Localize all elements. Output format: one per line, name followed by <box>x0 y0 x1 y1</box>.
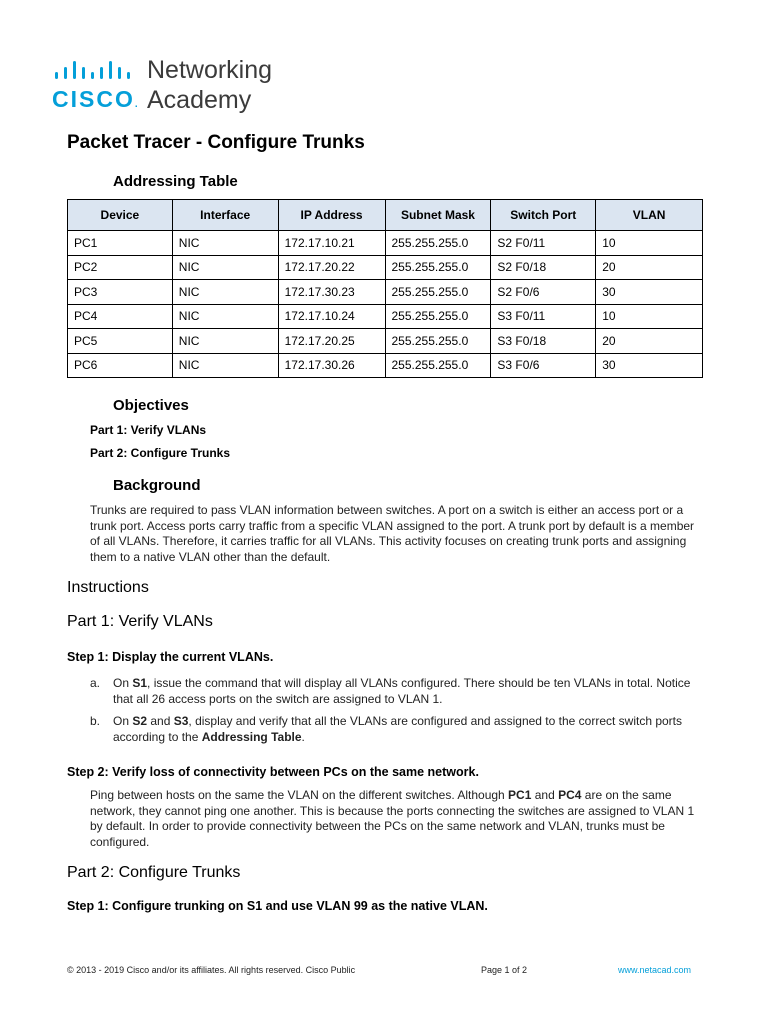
table-cell: 172.17.10.21 <box>278 231 385 256</box>
table-row <box>68 353 703 378</box>
part1-step1-heading: Step 1: Display the current VLANs. <box>67 650 274 664</box>
table-cell: 172.17.30.26 <box>278 353 385 378</box>
table-cell: 30 <box>596 280 703 305</box>
table-row <box>68 280 703 305</box>
table-cell: PC5 <box>68 329 173 354</box>
logo-networking-text: Networking <box>147 56 273 84</box>
table-row <box>68 329 703 354</box>
background-paragraph: Trunks are required to pass VLAN information between switches. A port on a switch is either an access port or a trunk port. Access ports carry traffic from a specific VLAN assigned to the port. A trunk port by default is a member of all VLANs. Therefore, it carries traffic for all VLANs. This activity focuses on creating trunk ports and assigning them to a native VLAN other than the default. <box>90 503 695 564</box>
table-cell: NIC <box>172 231 278 256</box>
footer-copyright: © 2013 - 2019 Cisco and/or its affiliates. All rights reserved. Cisco Public <box>67 965 356 975</box>
column-header: VLAN <box>596 200 703 231</box>
table-cell: S3 F0/18 <box>491 329 596 354</box>
objectives-heading: Objectives <box>113 397 189 414</box>
table-cell: 255.255.255.0 <box>385 353 491 378</box>
table-cell: NIC <box>172 353 278 378</box>
logo-academy-text: Academy <box>147 86 252 114</box>
column-header: Switch Port <box>491 200 596 231</box>
table-cell: 255.255.255.0 <box>385 231 491 256</box>
table-cell: S3 F0/6 <box>491 353 596 378</box>
step2-paragraph: Ping between hosts on the same the VLAN on the different switches. Although PC1 and PC4 are on the same network, they cannot ping one another. This is because the ports connecting the switches are assigned to VLAN 1 by default. In order to provide connectivity between the PCs on the same network and VLAN, trunks must be configured. <box>90 788 695 849</box>
list-item-text: On S2 and S3, display and verify that all the VLANs are configured and assigned to the correct switch ports according to the Addressing Table. <box>113 714 683 744</box>
instructions-heading: Instructions <box>67 579 149 596</box>
column-header: Device <box>68 200 173 231</box>
table-cell: 172.17.20.25 <box>278 329 385 354</box>
footer-page-number: Page 1 of 2 <box>481 965 528 975</box>
table-cell: S2 F0/6 <box>491 280 596 305</box>
cisco-bridge-logo-icon <box>54 60 142 84</box>
list-item <box>90 676 704 707</box>
table-cell: PC2 <box>68 255 173 280</box>
table-cell: PC3 <box>68 280 173 305</box>
table-cell: S3 F0/11 <box>491 304 596 329</box>
list-item-text: On S1, issue the command that will display all VLANs configured. There should be ten VLANs in total. Notice that all 26 access ports on the switch are assigned to VLAN 1. <box>113 676 691 706</box>
addressing-table <box>67 199 703 378</box>
table-cell: PC1 <box>68 231 173 256</box>
table-cell: PC4 <box>68 304 173 329</box>
table-cell: 172.17.30.23 <box>278 280 385 305</box>
table-cell: 10 <box>596 304 703 329</box>
cisco-networking-academy-logo <box>52 58 312 118</box>
part2-heading: Part 2: Configure Trunks <box>67 864 241 881</box>
table-cell: 255.255.255.0 <box>385 304 491 329</box>
objective-item: Part 2: Configure Trunks <box>90 446 231 460</box>
table-cell: 172.17.20.22 <box>278 255 385 280</box>
footer-website-link[interactable]: www.netacad.com <box>618 965 692 975</box>
part1-heading: Part 1: Verify VLANs <box>67 613 213 630</box>
cisco-wordmark: CISCO. <box>52 86 138 112</box>
part2-step1-heading: Step 1: Configure trunking on S1 and use VLAN 99 as the native VLAN. <box>67 899 488 913</box>
table-cell: 20 <box>596 329 703 354</box>
table-cell: S2 F0/11 <box>491 231 596 256</box>
page-title: Packet Tracer - Configure Trunks <box>67 132 365 153</box>
table-cell: 255.255.255.0 <box>385 255 491 280</box>
list-marker: a. <box>90 676 101 690</box>
background-heading: Background <box>113 477 201 494</box>
column-header: Interface <box>172 200 278 231</box>
addressing-table-heading: Addressing Table <box>113 173 238 190</box>
table-row <box>68 255 703 280</box>
column-header: IP Address <box>278 200 385 231</box>
table-cell: NIC <box>172 255 278 280</box>
table-row <box>68 304 703 329</box>
table-cell: NIC <box>172 304 278 329</box>
column-header: Subnet Mask <box>385 200 491 231</box>
table-cell: 10 <box>596 231 703 256</box>
table-header-row <box>68 200 703 231</box>
table-cell: 20 <box>596 255 703 280</box>
table-cell: 172.17.10.24 <box>278 304 385 329</box>
part1-step2-heading: Step 2: Verify loss of connectivity between PCs on the same network. <box>67 765 479 779</box>
list-marker: b. <box>90 714 101 728</box>
table-cell: NIC <box>172 329 278 354</box>
table-cell: 30 <box>596 353 703 378</box>
table-cell: PC6 <box>68 353 173 378</box>
objective-item: Part 1: Verify VLANs <box>90 423 207 437</box>
table-cell: 255.255.255.0 <box>385 280 491 305</box>
table-cell: 255.255.255.0 <box>385 329 491 354</box>
list-item <box>90 714 704 745</box>
table-row <box>68 231 703 256</box>
table-cell: S2 F0/18 <box>491 255 596 280</box>
table-cell: NIC <box>172 280 278 305</box>
